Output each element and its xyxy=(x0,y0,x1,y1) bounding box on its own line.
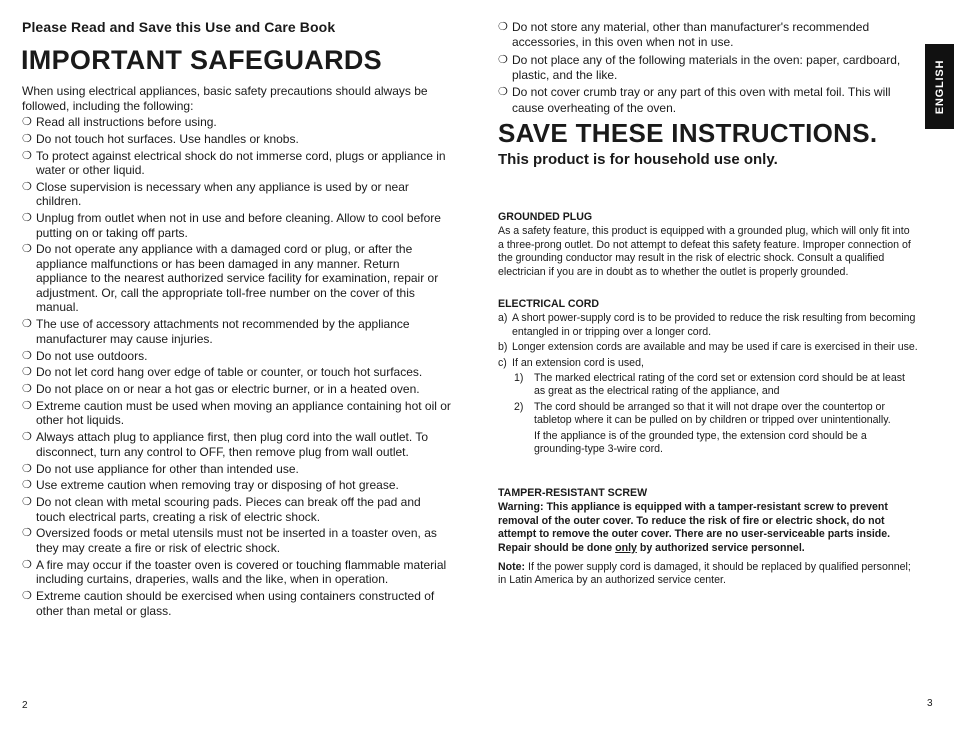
list-item xyxy=(22,526,452,555)
bullet-circle-icon: ❍ xyxy=(22,132,32,145)
list-item-text: The cord should be arranged so that it will not drape over the countertop or tabletop where it can be pulled on by children or tripped over unintentionally. xyxy=(534,400,891,427)
list-marker: a) xyxy=(498,312,508,325)
list-item-text: Do not clean with metal scouring pads. Pieces can break off the pad and touch electrical parts, creating a risk of electric shock. xyxy=(36,495,421,524)
bullet-circle-icon: ❍ xyxy=(22,243,32,256)
list-item-text: Longer extension cords are available and may be used if care is exercised in their use. xyxy=(512,341,918,354)
warning-text-start: Warning: This appliance is equipped with a tamper-resistant screw to prevent removal of the outer cover. To reduce the risk of fire or electric shock, do not attempt to remove the outer cover. There are no user-serviceable parts inside. Repair should be done xyxy=(498,501,891,554)
right-page xyxy=(477,0,954,738)
list-item-text: Oversized foods or metal utensils must not be inserted in a toaster oven, as they may create a fire or risk of electric shock. xyxy=(36,526,437,555)
bullet-circle-icon: ❍ xyxy=(22,366,32,379)
list-item xyxy=(498,312,918,339)
cord-sub-items xyxy=(498,372,918,428)
bullet-circle-icon: ❍ xyxy=(22,349,32,362)
bullet-circle-icon: ❍ xyxy=(22,590,32,603)
list-item-text: Do not place on or near a hot gas or electric burner, or in a heated oven. xyxy=(36,382,420,397)
grounded-plug-section xyxy=(498,211,918,279)
list-item xyxy=(22,115,452,130)
list-item xyxy=(22,149,452,178)
bullet-circle-icon: ❍ xyxy=(22,431,32,444)
list-item-text: Use extreme caution when removing tray or disposing of hot grease. xyxy=(36,478,399,493)
section-heading: GROUNDED PLUG xyxy=(498,211,593,223)
list-item-text: Close supervision is necessary when any appliance is used by or near children. xyxy=(36,179,409,209)
list-item-text: Do not use appliance for other than intended use. xyxy=(36,461,299,476)
bullet-circle-icon: ❍ xyxy=(498,21,508,33)
bullet-circle-icon: ❍ xyxy=(22,462,32,475)
list-item-text: Do not use outdoors. xyxy=(36,348,148,363)
bullet-circle-icon: ❍ xyxy=(498,53,508,66)
bullet-circle-icon: ❍ xyxy=(22,479,32,492)
bullet-circle-icon: ❍ xyxy=(22,180,32,193)
bullet-circle-icon: ❍ xyxy=(22,527,32,540)
bullet-circle-icon: ❍ xyxy=(22,116,32,128)
bullet-circle-icon: ❍ xyxy=(22,558,32,571)
page-title: IMPORTANT SAFEGUARDS xyxy=(21,45,382,75)
list-item xyxy=(498,53,914,83)
tamper-resistant-screw-section xyxy=(498,487,918,555)
list-marker: c) xyxy=(498,356,507,369)
section-text: As a safety feature, this product is equipped with a grounded plug, which will only fit into a three-prong outlet. Do not attempt to defeat this safety feature. Improper connection of the grounding conductor may result in the risk of electric shock. Consult a qualified electrician if you are in doubt as to whether the outlet is properly grounded. xyxy=(498,225,911,278)
safeguards-list-continued xyxy=(498,20,914,118)
list-item xyxy=(22,211,452,240)
grounding-note: If the appliance is of the grounded type, the extension cord should be a grounding-type 3-wire cord. xyxy=(534,429,867,456)
list-item xyxy=(498,372,918,399)
household-use-notice: This product is for household use only. xyxy=(498,151,778,168)
list-item-text: Do not place any of the following materials in the oven: paper, cardboard, plastic, and the like. xyxy=(512,52,901,82)
cord-items xyxy=(498,312,918,370)
list-item xyxy=(22,478,452,493)
list-item xyxy=(22,317,452,346)
page-number: 3 xyxy=(927,698,933,709)
bullet-circle-icon: ❍ xyxy=(22,399,32,412)
list-item xyxy=(498,357,918,370)
list-item xyxy=(498,341,918,354)
bullet-circle-icon: ❍ xyxy=(22,149,32,162)
list-item-text: Do not store any material, other than manufacturer's recommended accessories, in this oven when not in use. xyxy=(512,20,870,50)
list-item xyxy=(22,430,452,459)
list-item-text: Do not let cord hang over edge of table or counter, or touch hot surfaces. xyxy=(36,365,423,380)
list-item xyxy=(22,242,452,315)
list-marker: 1) xyxy=(514,372,524,385)
warning-text xyxy=(498,501,918,555)
list-item xyxy=(22,382,452,397)
list-item xyxy=(498,85,914,115)
bullet-circle-icon: ❍ xyxy=(22,496,32,509)
safeguards-list xyxy=(22,115,452,620)
list-item-text: If an extension cord is used, xyxy=(512,356,644,369)
list-item xyxy=(22,558,452,587)
section-heading: ELECTRICAL CORD xyxy=(498,298,600,310)
bullet-circle-icon: ❍ xyxy=(22,212,32,225)
language-tab xyxy=(925,44,954,129)
list-item xyxy=(22,180,452,209)
list-item-text: The use of accessory attachments not recommended by the appliance manufacturer may cause injuries. xyxy=(36,317,410,346)
list-item-text: Extreme caution must be used when moving an appliance containing hot oil or other hot liquids. xyxy=(36,398,451,428)
bullet-circle-icon: ❍ xyxy=(22,383,32,396)
list-item xyxy=(22,399,452,428)
subtitle: Please Read and Save this Use and Care Book xyxy=(22,19,336,35)
list-item xyxy=(22,349,452,364)
list-item xyxy=(498,401,918,428)
list-item-text: Read all instructions before using. xyxy=(36,115,217,129)
list-item-text: The marked electrical rating of the cord set or extension cord should be at least as great as the electrical rating of the appliance, and xyxy=(534,372,905,398)
note-section xyxy=(498,561,918,588)
list-marker: 2) xyxy=(514,400,524,413)
list-item-text: A fire may occur if the toaster oven is covered or touching flammable material including curtains, draperies, walls and the like, when in operation. xyxy=(36,557,447,587)
intro-text: When using electrical appliances, basic safety precautions should always be followed, including the following: xyxy=(22,84,428,113)
list-item-text: A short power-supply cord is to be provided to reduce the risk resulting from becoming entangled in or tripping over a longer cord. xyxy=(512,312,916,338)
page-number: 2 xyxy=(22,700,28,711)
note-label: Note: xyxy=(498,561,526,573)
warning-text-end: by authorized service personnel. xyxy=(636,541,805,554)
list-item-text: Unplug from outlet when not in use and before cleaning. Allow to cool before putting on or taking off parts. xyxy=(36,211,441,240)
list-item-text: Do not touch hot surfaces. Use handles or knobs. xyxy=(36,131,299,146)
list-item xyxy=(22,365,452,380)
bullet-circle-icon: ❍ xyxy=(22,318,32,331)
list-item xyxy=(498,20,914,50)
list-item-text: Extreme caution should be exercised when using containers constructed of other than metal or glass. xyxy=(36,589,435,618)
section-heading: TAMPER-RESISTANT SCREW xyxy=(498,487,648,499)
list-item-text: To protect against electrical shock do not immerse cord, plugs or appliance in water or other liquid. xyxy=(36,148,446,178)
language-tab-label: ENGLISH xyxy=(933,59,946,114)
list-item xyxy=(22,462,452,477)
list-item xyxy=(22,589,452,618)
list-item-text: Do not cover crumb tray or any part of this oven with metal foil. This will cause overheating of the oven. xyxy=(512,85,891,115)
save-instructions-title: SAVE THESE INSTRUCTIONS. xyxy=(498,118,878,148)
list-marker: b) xyxy=(498,341,508,354)
bullet-circle-icon: ❍ xyxy=(498,86,508,99)
list-item xyxy=(22,495,452,524)
warning-emphasis: only xyxy=(615,541,637,554)
note-text: If the power supply cord is damaged, it should be replaced by qualified personnel; in Latin America by an authorized service center. xyxy=(498,561,911,587)
electrical-cord-section xyxy=(498,298,918,456)
list-item xyxy=(22,132,452,147)
list-item-text: Always attach plug to appliance first, then plug cord into the wall outlet. To disconnect, turn any control to OFF, then remove plug from wall outlet. xyxy=(36,430,429,459)
list-item-text: Do not operate any appliance with a damaged cord or plug, or after the appliance malfunctions or has been damaged in any manner. Return appliance to the nearest authorized service facility for examination, repair or adjustment. Or, call the appropriate toll-free number on the cover of this manual. xyxy=(36,242,439,315)
